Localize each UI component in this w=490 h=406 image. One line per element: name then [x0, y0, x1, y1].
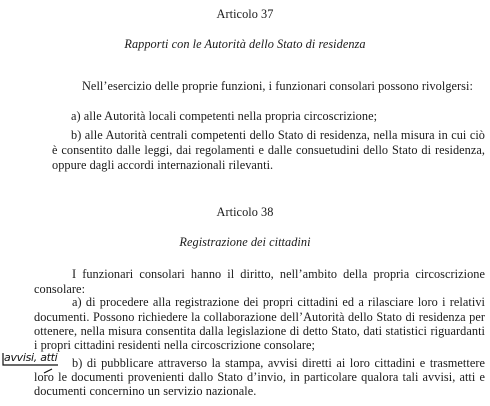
- article-38-point-a-line-1: a) di procedere alla registrazione dei propri cittadini ed a rilasciare loro i relativi: [72, 295, 485, 309]
- handwritten-strike-icon: [0, 351, 90, 381]
- article-37-heading: Articolo 37: [216, 7, 274, 21]
- handwritten-annotation: [0, 351, 60, 377]
- article-38-point-a-line-4: i propri cittadini residenti nella circoscrizione consolare;: [34, 338, 315, 352]
- article-38-subheading: Registrazione dei cittadini: [179, 235, 311, 249]
- handwritten-note-text: avvisi, atti: [4, 351, 58, 364]
- article-38-point-b-line-2: loro le documenti provenienti dallo Stato d’invio, in particolare qualora tali avvisi, atti e: [34, 370, 485, 384]
- article-38-intro-line-2: consolare:: [34, 282, 86, 296]
- article-38-point-a-line-2: documenti. Possono richiedere la collaborazione dell’Autorità dello Stato di residenza per: [34, 310, 485, 324]
- article-37-subheading: Rapporti con le Autorità dello Stato di residenza: [124, 37, 366, 51]
- article-37-point-b-line-2: è consentito dalle leggi, dai regolamenti e dalle consuetudini dello Stato di residenza,: [52, 143, 485, 157]
- article-37-point-a: a) alle Autorità locali competenti nella propria circoscrizione;: [71, 109, 378, 123]
- article-38-point-b-line-1: b) di pubblicare attraverso la stampa, avvisi diretti ai loro cittadini e trasmettere: [72, 356, 485, 370]
- article-38-point-a-line-3: ottenere, nella misura consentita dalla legislazione di detto Stato, dati statistici riguardanti: [34, 324, 485, 338]
- article-38-point-b-line-3: documenti concernino un servizio nazionale.: [34, 384, 257, 398]
- article-38-heading: Articolo 38: [216, 205, 274, 219]
- article-37-intro: Nell’esercizio delle proprie funzioni, i funzionari consolari possono rivolgersi:: [82, 79, 473, 93]
- article-37-point-b-line-1: b) alle Autorità centrali competenti dello Stato di residenza, nella misura in cui ciò: [71, 128, 485, 142]
- article-38-intro-line-1: I funzionari consolari hanno il diritto, nell’ambito della propria circoscrizione: [72, 267, 485, 281]
- article-37-point-b-line-3: oppure dagli accordi internazionali rilevanti.: [52, 158, 274, 172]
